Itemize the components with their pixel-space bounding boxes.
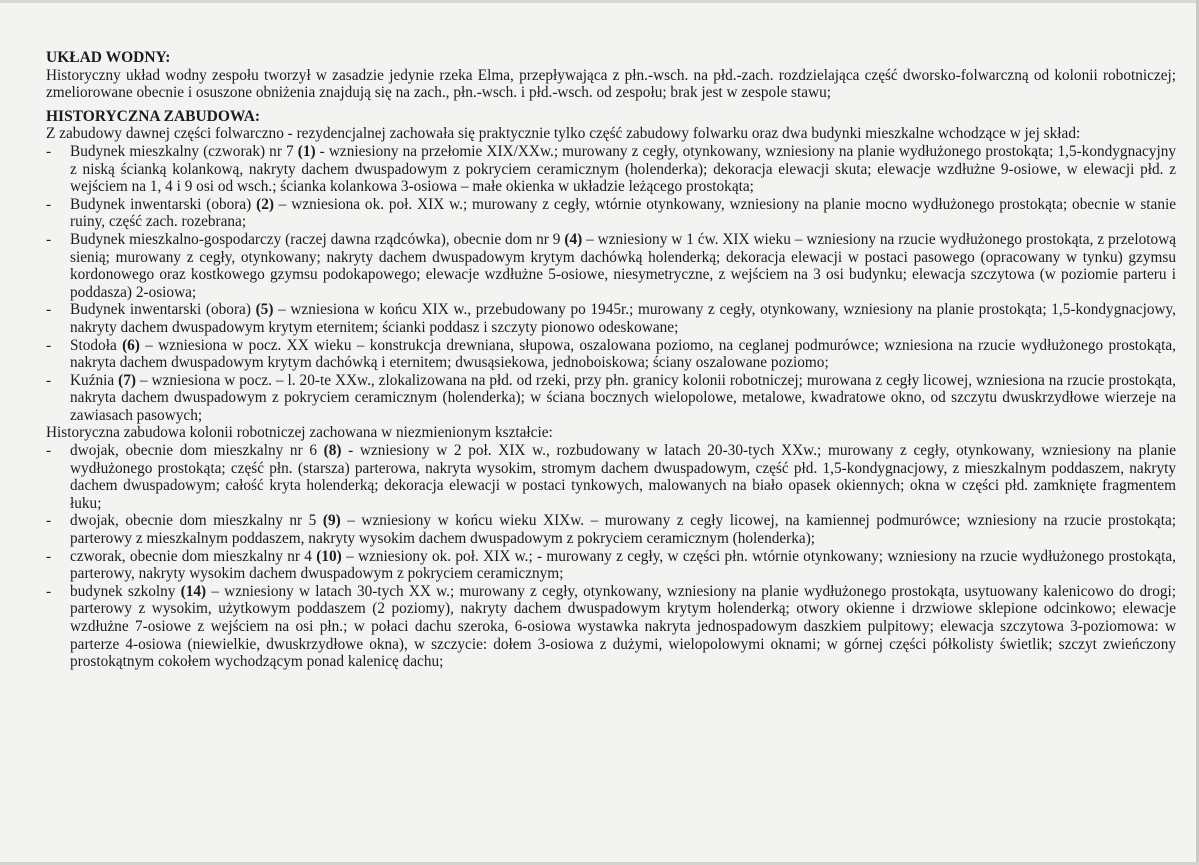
folwark-list [46,143,1176,425]
item-text: Budynek inwentarski (obora) [70,195,257,213]
colony-list [46,442,1176,671]
heading-water: UKŁAD WODNY: [46,49,171,66]
item-text: – wzniesiona w pocz. – l. 20-te XXw., zlokalizowana na płd. od rzeki, przy płn. granicy kolonii robotniczej; murowana z cegły licowej, wzniesiona na rzucie prostokąta, nakryta dachem dwuspadowym z pokryciem ceramicznym (holenderka); w ściana bocznych wielopolowe, metalowe, kwadratowe okno, od szczytu dwuskrzydłowe wierzeje na zawiasach pasowych; [70,371,1176,424]
list-item [46,143,1176,196]
list-item [46,301,1176,336]
item-text: – wzniesiona w pocz. XX wieku – konstrukcja drewniana, słupowa, oszalowana poziomo, na ceglanej podmurówce; wzniesiona na rzucie wydłużonego prostokąta, nakryta dachem dwuspadowym krytym dachówką i eternitem; dwusąsiekowa, jednoboiskowa; ściany oszalowane poziomo; [70,336,1176,372]
item-number: (6) [122,336,140,354]
item-number: (10) [316,547,342,565]
list-dash: - [46,512,52,530]
item-number: (9) [322,512,341,530]
item-text: Budynek mieszkalno-gospodarczy (raczej dawna rządcówka), obecnie dom nr 9 [70,230,565,248]
list-item [46,337,1176,372]
list-dash: - [46,547,52,565]
item-text: Budynek mieszkalny (czworak) nr 7 [70,142,298,160]
item-text: – wzniesiony w końcu wieku XIXw. – murowany z cegły licowej, na kamiennej podmurówce; wzniesiony na rzucie prostokąta; parterowy z mieszkalnym poddaszem, nakryty wysokim dachem dwuspadowym z pokryciem ceramicznym (holenderka); [70,512,1176,548]
item-text: Kuźnia [70,371,119,389]
list-item [46,372,1176,425]
item-text: – wzniesiony w latach 30-tych XX w.; murowany z cegły, otynkowany, wzniesiony na planie wydłużonego prostokąta, usytuowany kalenicowo do drogi; parterowy z wysokim, użytkowym poddaszem (2 poziomy), nakryty dachem dwuspadowym krytym holenderką; otwory okienne i drzwiowe sklepione odcinkowo; elewacje wzdłużne 7-osiowe z wejściem na osi płn.; w połaci dachu szeroka, 6-osiowa wystawka nakryta jednospadowym daszkiem pulpitowy; elewacja szczytowa 3-poziomowa: w parterze 4-osiowa (niewielkie, dwuskrzydłowe okna), w szczycie: dołem 3-osiowa z dużymi, wielopolowymi oknami; w górnej części półkolisty świetlik; szczyt zwieńczony prostokątnym cokołem wychodzącym ponad kalenicę dachu; [70,582,1176,671]
item-text: - wzniesiony na przełomie XIX/XXw.; murowany z cegły, otynkowany, wzniesiony na planie wydłużonego prostokąta; 1,5-kondygnacyjny z niską ścianką kolankową, nakryty dachem dwuspadowym z pokryciem ceramicznym (holenderka); dekoracja elewacji skuta; elewacje wzdłużne 9-osiowe, w elewacji płd. z wejściem na 1, 4 i 9 osi od wsch.; ścianka kolankowa 3-osiowa – małe okienka w układzie leżącego prostokąta; [70,142,1176,196]
list-item [46,442,1176,512]
item-number: (2) [256,195,274,213]
item-number: (5) [255,301,274,319]
document-body [46,49,1176,671]
item-text: – wzniesiona w końcu XIX w., przebudowany po 1945r.; murowany z cegły, otynkowany, wzniesiony na planie prostokąta; 1,5-kondygnacjowy, nakryty dachem dwuspadowym krytym eternitem; ścianki poddasz i szczyty pionowo odeskowane; [70,301,1177,336]
list-item [46,231,1176,301]
list-dash: - [46,230,52,248]
item-number: (7) [118,371,136,389]
item-number: (8) [323,442,342,460]
item-text: dwojak, obecnie dom mieszkalny nr 6 [70,442,324,460]
list-item [46,548,1176,583]
list-dash: - [46,195,52,213]
list-item [46,196,1176,231]
colony-intro: Historyczna zabudowa kolonii robotniczej zachowana w niezmienionym kształcie: [46,424,553,442]
item-text: Budynek inwentarski (obora) [70,301,256,319]
item-text: Stodoła [70,336,123,354]
list-item [46,583,1176,671]
list-dash: - [46,582,52,600]
item-text: – wzniesiony w 1 ćw. XIX wieku – wzniesiony na rzucie wydłużonego prostokąta, z przelotową sienią; murowany z cegły, otynkowany; nakryty dachem dwuspadowym krytym dachówką holenderką; dekoracja elewacji w postaci pasowego (opracowany w tynku) gzymsu kordonowego oraz kostkowego gzymsu podokapowego; elewacje wzdłużne 5-osiowe, niesymetryczne, z wejściem na 3 osi budynku; elewacja szczytowa (w poziomie parteru i poddasza) 2-osiowa; [70,230,1176,301]
item-text: budynek szkolny [70,582,181,600]
buildings-intro: Z zabudowy dawnej części folwarczno - rezydencjalnej zachowała się praktycznie tylko część zabudowy folwarku oraz dwa budynki mieszkalne wchodzące w jej skład: [46,125,1081,143]
item-text: dwojak, obecnie dom mieszkalny nr 5 [70,512,323,530]
list-dash: - [46,336,52,354]
item-text: – wzniesiona ok. poł. XIX w.; murowany z cegły, wtórnie otynkowany, wzniesiony na planie mocno wydłużonego prostokąta; obecnie w stanie ruiny, część zach. rozebrana; [70,195,1177,231]
water-text: Historyczny układ wodny zespołu tworzył w zasadzie jedynie rzeka Elma, przepływająca z płn.-wsch. na płd.-zach. rozdzielająca część dworsko-folwarczną od kolonii robotniczej; zmeliorowane obecnie i osuszone obniżenia znajdują się na zach., płn.-wsch. i płd.-wsch. od zespołu; brak jest w zespole stawu; [46,66,1176,102]
scan-edge-top [0,0,1199,3]
item-text: – wzniesiony ok. poł. XIX w.; - murowany z cegły, w części płn. wtórnie otynkowany; wzniesiony na rzucie wydłużonego prostokąta, parterowy, nakryty wysokim dachem dwuspadowym z pokryciem ceramicznym; [70,547,1176,583]
item-number: (1) [297,142,316,160]
heading-buildings: HISTORYCZNA ZABUDOWA: [46,107,261,125]
list-dash: - [46,442,52,460]
list-dash: - [46,142,52,160]
item-number: (4) [564,230,583,248]
list-dash: - [46,301,52,319]
item-number: (14) [180,582,207,600]
list-item [46,512,1176,547]
item-text: czworak, obecnie dom mieszkalny nr 4 [70,547,317,565]
list-dash: - [46,371,52,389]
item-text: - wzniesiony w 2 poł. XIX w., rozbudowany w latach 20-30-tych XXw.; murowany z cegły, otynkowany, wzniesiony na planie wydłużonego prostokąta; część płn. (starsza) parterowa, nakryta wysokim, stromym dachem dwuspadowym, część płd. 1,5-kondygnacjowy, z mieszkalnym poddaszem, nakryty dachem dwuspadowym; całość kryta holenderką; dekoracja elewacji w postaci tynkowych, malowanych na biało opasek okiennych; okna w części płd. zamknięte fragmentem łuku; [70,442,1177,512]
